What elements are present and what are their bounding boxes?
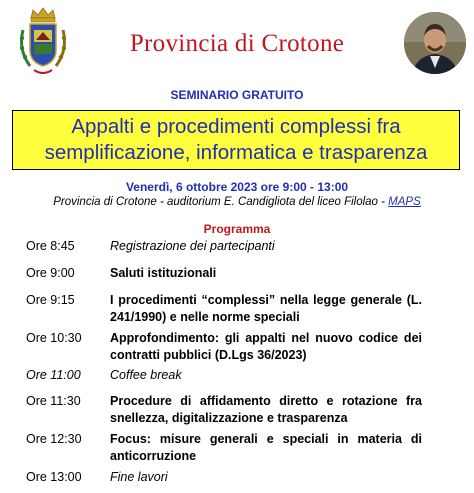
program-activity: Procedure di affidamento diretto e rotazione fra snellezza, digitalizzazione e trasparenza bbox=[110, 394, 422, 425]
program-time: Ore 12:30 bbox=[26, 432, 82, 446]
maps-link[interactable]: MAPS bbox=[388, 196, 421, 208]
program-heading: Programma bbox=[203, 222, 271, 236]
program-activity: Approfondimento: gli appalti nel nuovo codice dei contratti pubblici (D.Lgs 36/2023) bbox=[110, 331, 422, 362]
venue-text: Provincia di Crotone - auditorium E. Candigliota del liceo Filolao - bbox=[53, 196, 389, 208]
program-time: Ore 10:30 bbox=[26, 331, 82, 345]
program-time: Ore 8:45 bbox=[26, 239, 75, 253]
banner-line-2: semplificazione, informatica e trasparenza bbox=[44, 141, 428, 164]
seminar-title-banner bbox=[12, 110, 460, 170]
seminar-label: SEMINARIO GRATUITO bbox=[170, 88, 304, 102]
event-date: Venerdì, 6 ottobre 2023 ore 9:00 - 13:00 bbox=[125, 180, 349, 194]
program-time: Ore 13:00 bbox=[26, 470, 82, 484]
program-activity: Saluti istituzionali bbox=[110, 266, 217, 280]
program-time: Ore 9:15 bbox=[26, 293, 75, 307]
program-activity: Coffee break bbox=[110, 368, 182, 382]
program-time: Ore 11:00 bbox=[26, 368, 81, 382]
program-activity: I procedimenti “complessi” nella legge generale (L. 241/1990) e nelle norme speciali bbox=[110, 293, 422, 324]
program-activity: Registrazione dei partecipanti bbox=[110, 239, 275, 253]
program-time: Ore 11:30 bbox=[26, 394, 81, 408]
program-activity: Focus: misure generali e speciali in materia di anticorruzione bbox=[110, 432, 422, 463]
banner-line-1: Appalti e procedimenti complessi fra bbox=[71, 115, 401, 138]
program-time: Ore 9:00 bbox=[26, 266, 75, 280]
program-activity: Fine lavori bbox=[110, 470, 168, 484]
event-venue bbox=[0, 196, 474, 208]
avatar bbox=[404, 12, 466, 74]
page-title: Provincia di Crotone bbox=[129, 30, 345, 57]
